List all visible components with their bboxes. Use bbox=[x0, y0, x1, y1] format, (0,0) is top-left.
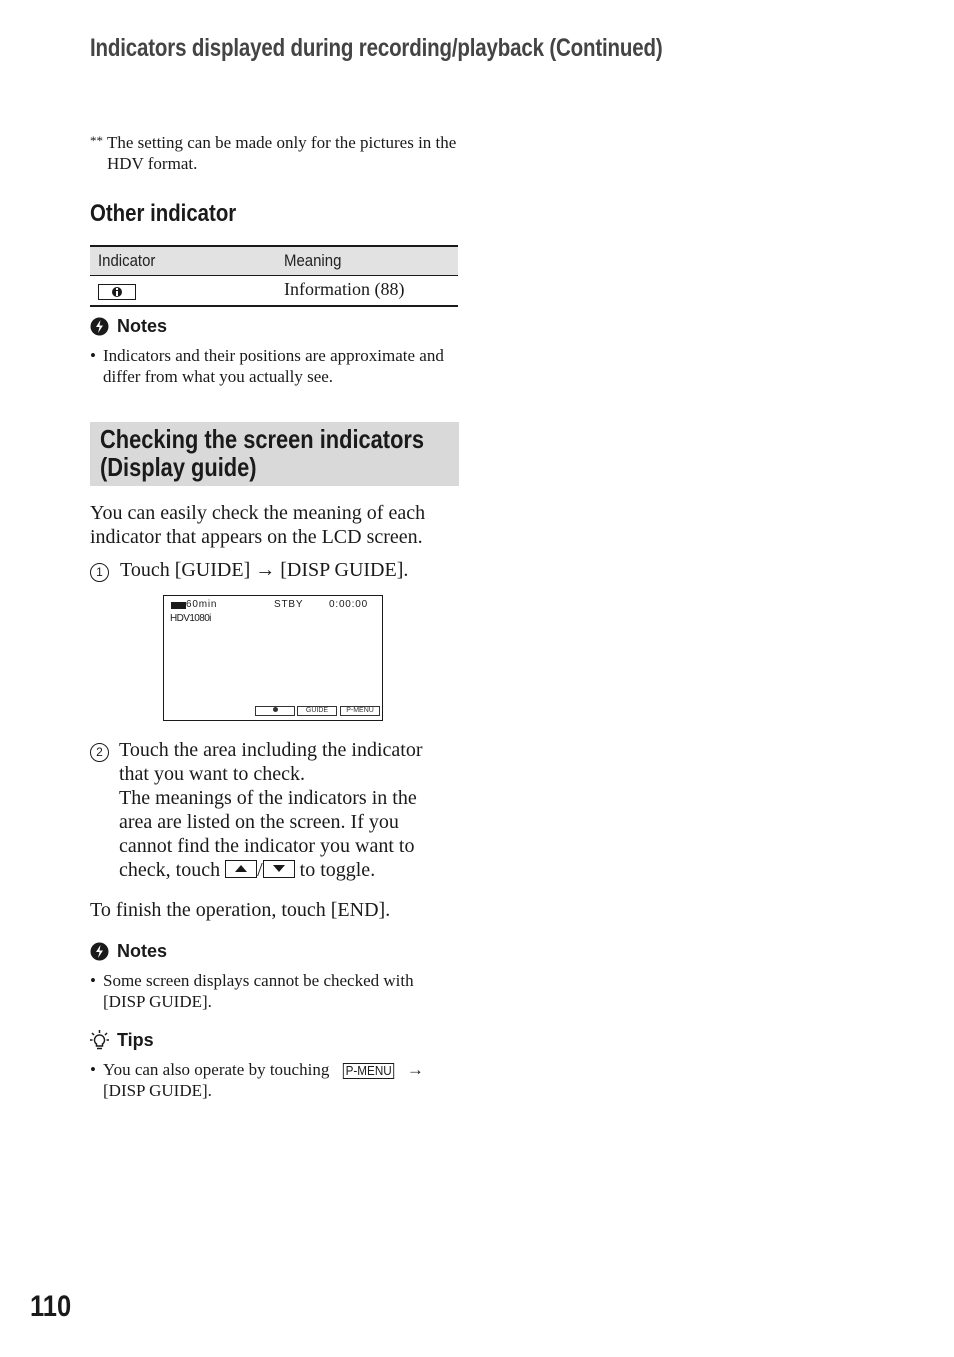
step-2-text: Touch the area including the indicator that you want to check. bbox=[119, 739, 423, 785]
intro-paragraph: You can easily check the meaning of each indicator that appears on the LCD screen. bbox=[90, 502, 426, 548]
down-key-icon bbox=[263, 860, 295, 878]
battery-icon bbox=[171, 602, 186, 609]
step-2-end: to toggle. bbox=[299, 859, 376, 881]
notes-item: • Indicators and their positions are approximate and differ from what you actually see. bbox=[90, 345, 450, 387]
table-row bbox=[90, 275, 458, 307]
indicator-table bbox=[90, 245, 458, 307]
step-1 bbox=[90, 558, 408, 582]
arrow-icon: → bbox=[406, 1060, 424, 1079]
lightbulb-icon bbox=[90, 1030, 109, 1051]
row-meaning: Information (88) bbox=[284, 279, 405, 299]
tips-post: [DISP GUIDE]. bbox=[103, 1081, 212, 1100]
col-indicator: Indicator bbox=[98, 251, 156, 270]
info-icon bbox=[98, 284, 136, 300]
lcd-status: STBY bbox=[274, 599, 304, 610]
other-indicator-heading: Other indicator bbox=[90, 200, 237, 227]
finish-text: To finish the operation, touch [END]. bbox=[90, 899, 391, 921]
step-2 bbox=[119, 738, 449, 882]
section-title bbox=[100, 425, 424, 481]
notes-label: Notes bbox=[117, 316, 168, 336]
lcd-format: HDV1080i bbox=[170, 613, 211, 624]
up-key-icon bbox=[225, 860, 257, 878]
notes-icon bbox=[90, 317, 109, 336]
pmenu-key: P-MENU bbox=[342, 1063, 394, 1079]
notes-icon bbox=[90, 942, 109, 961]
tips-heading bbox=[90, 1030, 154, 1051]
lcd-info-button bbox=[255, 706, 295, 716]
notes-item-2: • Some screen displays cannot be checked with [DISP GUIDE]. bbox=[90, 970, 450, 1012]
notes-item-text: Indicators and their positions are approximate and differ from what you actually see. bbox=[103, 346, 444, 386]
col-meaning: Meaning bbox=[284, 251, 342, 270]
step-1-number: 1 bbox=[90, 563, 109, 582]
table-header bbox=[90, 245, 458, 275]
lcd-guide-button: GUIDE bbox=[297, 706, 337, 716]
lcd-time: 0:00:00 bbox=[329, 599, 368, 610]
footnote-text: The setting can be made only for the pictures in the HDV format. bbox=[107, 133, 457, 173]
info-icon bbox=[273, 707, 278, 712]
step-1-target: [DISP GUIDE]. bbox=[280, 559, 409, 581]
footnote-mark: ** bbox=[90, 133, 103, 148]
step-1-text: Touch [GUIDE] bbox=[120, 559, 251, 581]
tips-item: • You can also operate by touching P-MENU → [DISP GUIDE]. bbox=[90, 1059, 450, 1101]
arrow-icon: → bbox=[255, 559, 276, 581]
step-2-detail: The meanings of the indicators in the area are listed on the screen. If you cannot find the indicator you want to check, touch bbox=[119, 787, 417, 881]
notes-heading bbox=[90, 316, 167, 337]
notes-item-2-text: Some screen displays cannot be checked with [DISP GUIDE]. bbox=[103, 971, 414, 1011]
page-number: 110 bbox=[30, 1290, 72, 1323]
section-title-line2: (Display guide) bbox=[100, 452, 257, 482]
lcd-screen-illustration bbox=[163, 595, 383, 721]
step-2-number: 2 bbox=[90, 743, 109, 762]
notes-heading-2 bbox=[90, 941, 167, 962]
notes-label-2: Notes bbox=[117, 941, 168, 961]
key-separator: / bbox=[257, 859, 263, 881]
footnote bbox=[90, 132, 462, 174]
lcd-pmenu-button: P-MENU bbox=[340, 706, 380, 716]
running-head: Indicators displayed during recording/playback (Continued) bbox=[90, 34, 663, 62]
step-2-number-wrap bbox=[90, 738, 110, 762]
tips-item-text bbox=[103, 1059, 450, 1101]
tips-label: Tips bbox=[117, 1030, 154, 1050]
tips-pre: You can also operate by touching bbox=[103, 1060, 330, 1079]
section-title-line1: Checking the screen indicators bbox=[100, 424, 425, 454]
lcd-battery: 60min bbox=[186, 599, 218, 610]
